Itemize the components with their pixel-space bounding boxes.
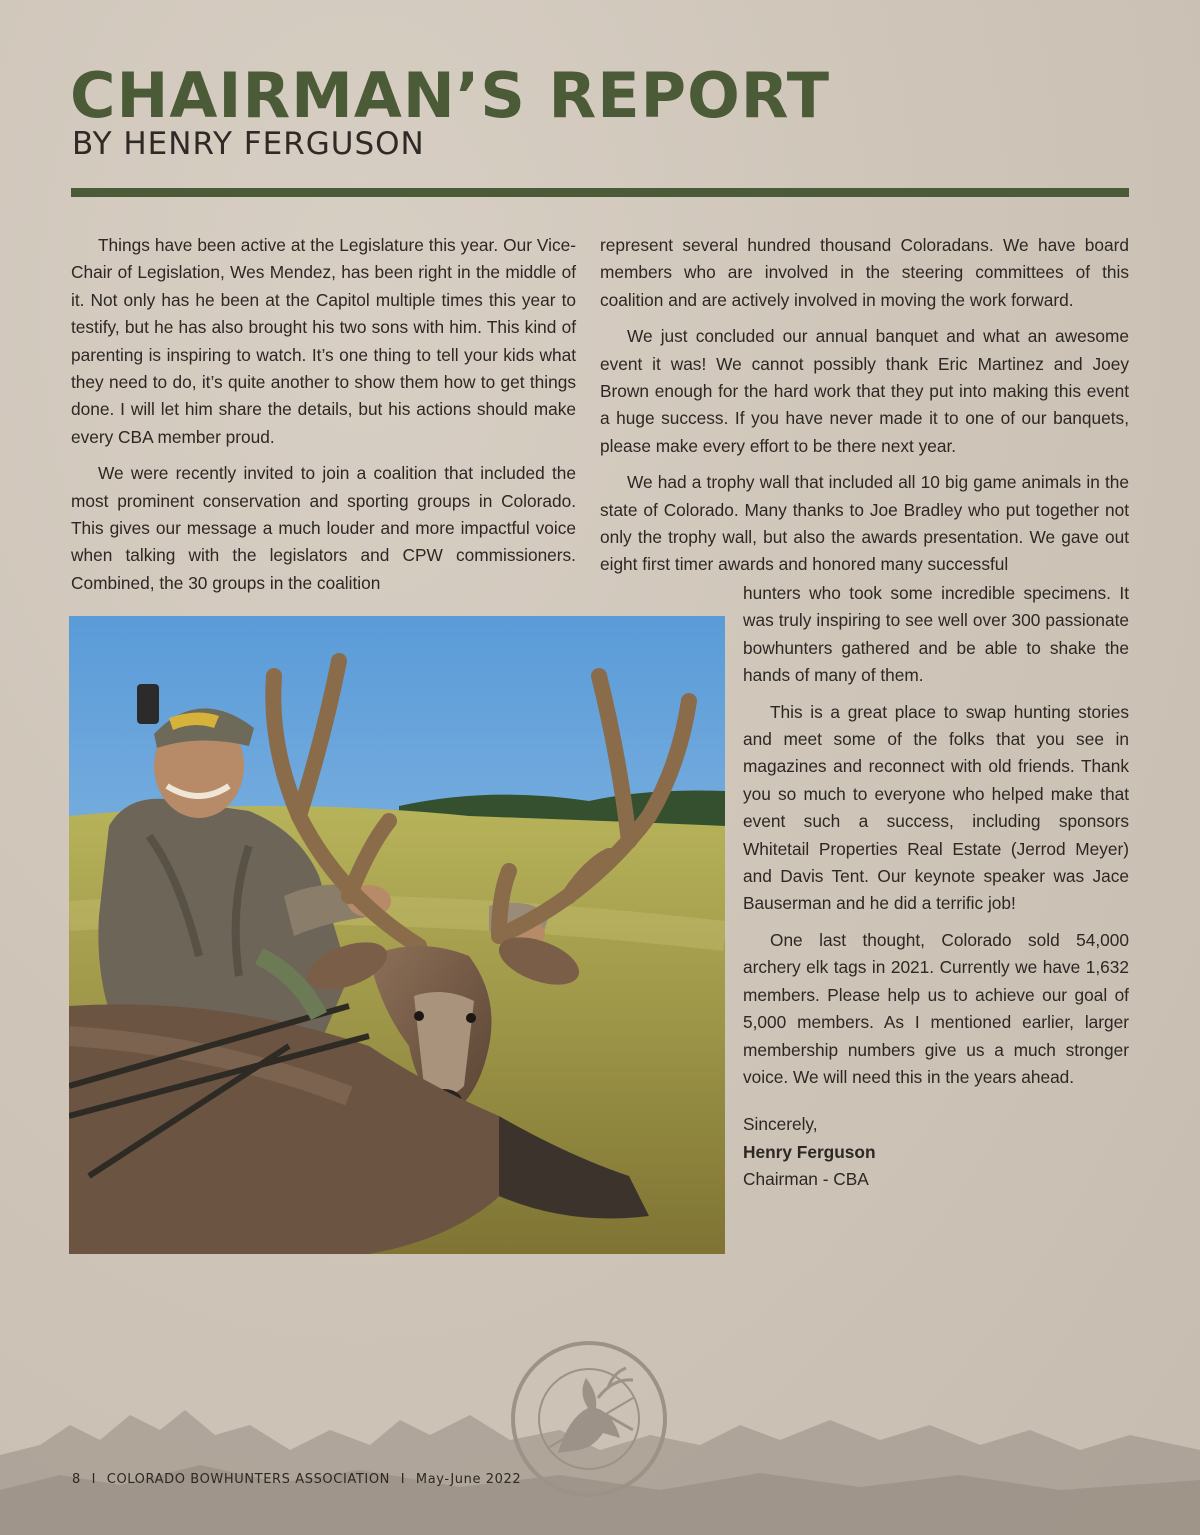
hunter-deer-photo — [69, 616, 725, 1254]
publication-name: COLORADO BOWHUNTERS ASSOCIATION — [106, 1472, 390, 1487]
author-byline: BY HENRY FERGUSON — [72, 126, 425, 162]
paragraph: hunters who took some incredible specimens. It was truly inspiring to see well over 300 passionate bowhunters gathered and be able to shake the hands of many of them. — [743, 583, 1129, 686]
paragraph: represent several hundred thousand Coloradans. We have board members who are involved in the steering committees of this coalition and are actively involved in moving the work forward. — [600, 235, 1129, 310]
page-footer — [72, 1472, 527, 1487]
article-column-3 — [743, 580, 1129, 1194]
paragraph: This is a great place to swap hunting stories and meet some of the folks that you see in magazines and reconnect with old friends. Thank you so much to everyone who helped make that event such a success, including sponsors Whitetail Properties Real Estate (Jerrod Meyer) and Davis Tent. Our keynote speaker was Jace Bauserman and he did a terrific job! — [743, 701, 1129, 914]
issue-date: May-June 2022 — [415, 1472, 522, 1487]
paragraph: Things have been active at the Legislature this year. Our Vice-Chair of Legislation, Wes Mendez, has been right in the middle of it. Not only has he been at the Capitol multiple times this year to testify, but he has also brought his two sons with him. This kind of parenting is inspiring to watch. It’s one thing to tell your kids what they need to do, it’s quite another to show them how to get things done. I will let him share the details, but his actions should make every CBA member proud. — [71, 235, 576, 447]
association-seal-logo — [508, 1338, 670, 1500]
signer-title: Chairman - CBA — [743, 1169, 869, 1190]
article-column-1 — [71, 232, 576, 606]
footer-separator: I — [400, 1472, 406, 1487]
paragraph: We were recently invited to join a coalition that included the most prominent conservation and sporting groups in Colorado. This gives our message a much louder and more impactful voice when talking with the legislators and CPW commissioners. Combined, the 30 groups in the coalition — [71, 463, 576, 593]
page-title: CHAIRMAN’S REPORT — [70, 59, 831, 132]
page-number: 8 — [72, 1472, 81, 1487]
footer-separator: I — [91, 1472, 97, 1487]
signature-block — [743, 1111, 1129, 1193]
article-column-2 — [600, 232, 1129, 588]
paragraph: We had a trophy wall that included all 10 big game animals in the state of Colorado. Many thanks to Joe Bradley who put together not only the trophy wall, but also the awards presentation. We gave out eight first timer awards and honored many successful — [600, 472, 1129, 575]
signer-name: Henry Ferguson — [743, 1141, 876, 1162]
paragraph: We just concluded our annual banquet and what an awesome event it was! We cannot possibly thank Eric Martinez and Joey Brown enough for the hard work that they put into making this event a huge success. If you have never made it to one of our banquets, please make every effort to be there next year. — [600, 326, 1129, 456]
paragraph: One last thought, Colorado sold 54,000 archery elk tags in 2021. Currently we have 1,632 members. Please help us to achieve our goal of 5,000 members. As I mentioned earlier, larger membership numbers give us a much stronger voice. We will need this in the years ahead. — [743, 929, 1129, 1087]
signoff: Sincerely, — [743, 1114, 818, 1135]
title-divider — [71, 188, 1129, 197]
